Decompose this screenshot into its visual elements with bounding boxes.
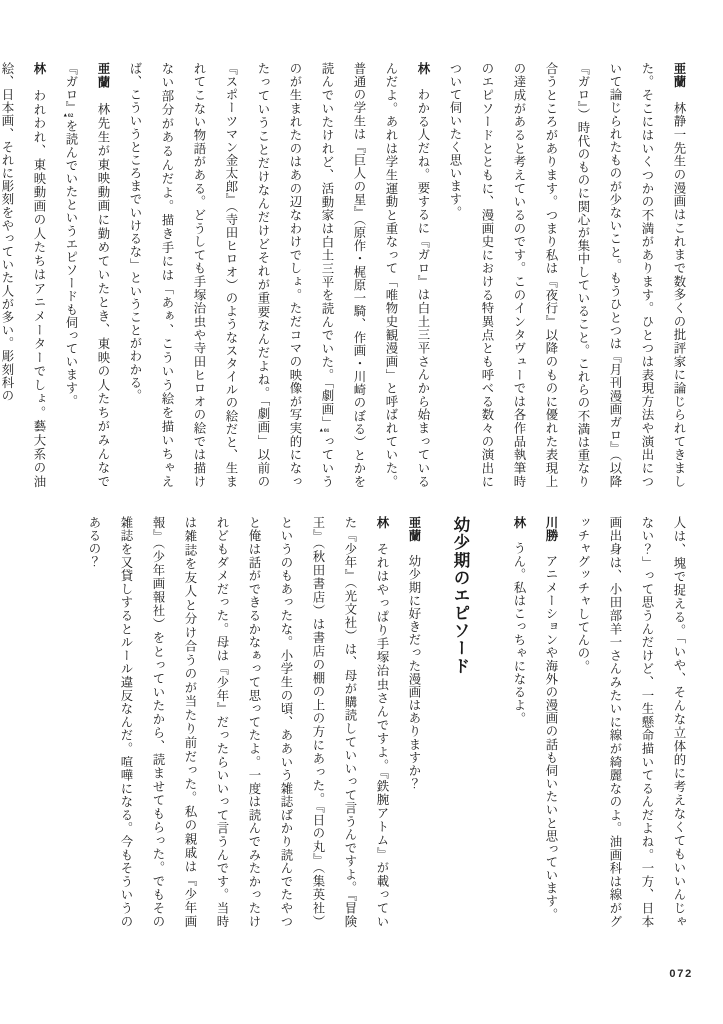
speaker-label-aran: 亜蘭	[407, 516, 421, 542]
footnote-ref-01[interactable]	[319, 429, 330, 434]
dialogue-text: われわれ、東映動画の人たちはアニメーターでしょ。藝大系の油絵、日本画、それに彫刻をやっていた人が多い。彫刻科の	[0, 62, 46, 488]
dialogue-text: わかる人だね。要するに『ガロ』は白土三平さんから始まっているんだよ。あれは学生運動と重なって「唯物史観漫画」と呼ばれていた。普通の学生は『巨人の星』（原作・梶原一騎、作画・川崎のぼる）とかを読んでいたけれど、活動家は白土三平を読んでいた。「劇画」	[320, 62, 430, 488]
dialogue-paragraph	[55, 62, 119, 488]
dialogue-text: アニメーションや海外の漫画の話も伺いたいと思っています。	[544, 554, 558, 921]
dialogue-paragraph	[119, 62, 439, 488]
dialogue-text: 幼少期に好きだった漫画はありますか？	[407, 554, 421, 791]
page-number: 072	[669, 968, 693, 980]
triangle-icon: ▲	[318, 427, 324, 434]
dialogue-text: 林先生が東映動画に勤めていたとき、東映の人たちがみんなで『ガロ』	[64, 62, 110, 489]
speaker-label-hayashi: 林	[416, 62, 430, 76]
speaker-label-kawakatsu: 川勝	[544, 516, 558, 542]
speaker-label-aran: 亜蘭	[672, 62, 686, 89]
dialogue-paragraph	[503, 516, 535, 928]
speaker-label-hayashi: 林	[375, 516, 389, 530]
footnote-number: 02	[67, 113, 74, 120]
continuation-paragraph	[567, 516, 695, 928]
dialogue-paragraph	[0, 62, 55, 488]
dialogue-text: 人は、塊で捉える。「いや、そんな立体的に考えなくてもいいんじゃない？」って思うんだけど、一生懸命描いてるんだよね。一方、日本画出身は、小田部羊一さんみたいに線が綺麗なのよ。油画科は線がグッチャグッチャしてんの。	[576, 516, 686, 928]
dialogue-text: うん。私はこっちゃになるよ。	[512, 541, 526, 725]
footnote-ref-02[interactable]	[63, 114, 74, 119]
dialogue-text: を読んでいたというエピソードも伺っています。	[64, 119, 78, 408]
footnote-number: 01	[323, 428, 330, 435]
dialogue-paragraph	[78, 516, 398, 928]
dialogue-paragraph	[398, 516, 430, 928]
speaker-label-aran: 亜蘭	[96, 62, 110, 90]
dialogue-paragraph	[439, 62, 695, 488]
text-block-top	[0, 62, 695, 489]
dialogue-text: それはやっぱり手塚治虫さんですよ。『鉄腕アトム』が載っていた『少年』（光文社）は、母が購読していいって言うんですよ。『冒険王』（秋田書店）は書店の棚の上の方にあった。『日の丸』（集英社）というのもあったな。小学生の頃、ああいう雑誌ばかり読んでたやつと俺は話ができるかなぁって思ってたよ。一度は読んでみたかったけれどもダメだった。母は『少年』だったらいいって言うんです。当時は雑誌を友人と分け合うのが当たり前だった。私の親戚は『少年画報』（少年画報社）をとっていたから、読ませてもらった。でもその雑誌を又貸しするとルール違反なんだ。喧嘩になる。今もそういうのあるの？	[87, 516, 389, 928]
section-heading: 幼少期のエピソード	[451, 516, 470, 675]
dialogue-paragraph	[535, 516, 567, 928]
speaker-label-hayashi: 林	[32, 62, 46, 76]
dialogue-text: 林静一先生の漫画はこれまで数多くの批評家に論じられてきました。そこにはいくつかの不満があります。ひとつは表現方法や演出について論じられたものが少ないこと。もうひとつは『月刊漫画ガロ』（以降『ガロ』）時代のものに関心が集中していること。これらの不満は重なり合うところがあります。つまり私は『夜行』以降のものに優れた表現上の達成があると考えているのです。このインタヴューでは各作品執筆時のエピソードとともに、漫画史における特異点とも呼べる数々の演出について伺いたく思います。	[448, 62, 686, 488]
dialogue-text: っていうのが生まれたのはあの辺なわけでしょ。ただコマの映像が写実的になったっていうことだけなんだけどそれが重要なんだよね。「劇画」以前の『スポーツマン金太郎』（寺田ヒロオ）のようなスタイルの絵だと、生まれてこない物語がある。どうしても手塚治虫や寺田ヒロオの絵では描けない部分があるんだよ。描き手には「あぁ、こういう絵を描いちゃえば、こういうところまでいけるな」ということがわかる。	[128, 62, 334, 488]
speaker-label-hayashi: 林	[512, 516, 526, 529]
text-block-bottom	[79, 516, 695, 928]
triangle-icon: ▲	[62, 112, 68, 119]
